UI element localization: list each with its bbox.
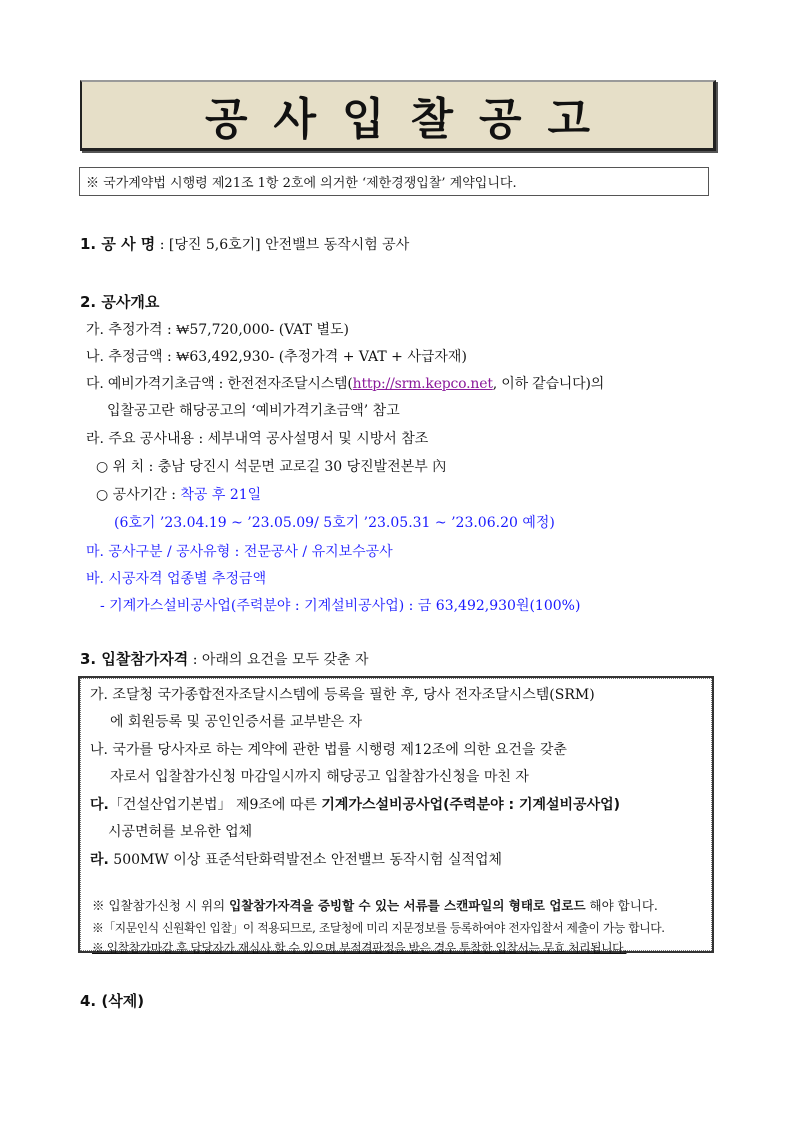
note-fingerprint: ※「지문인식 신원확인 입찰」이 적용되므로, 조달청에 미리 지문정보를 등록하여야 전자입찰서 제출이 가능 합니다.: [92, 921, 665, 935]
section-3-subtitle: : 아래의 요건을 모두 갖춘 자: [188, 652, 369, 668]
notice-text: ※ 국가계약법 시행령 제21조 1항 2호에 의거한 ‘제한경쟁입찰’ 계약입니다.: [86, 176, 517, 191]
note-1-prefix: ※ 입찰참가신청 시 위의: [92, 898, 230, 913]
page-title: 공사입찰공고: [204, 94, 617, 145]
section-1-value: [당진 5,6호기] 안전밸브 동작시험 공사: [168, 237, 410, 253]
requirement-ga-line1: 가. 조달청 국가종합전자조달시스템에 등록을 필한 후, 당사 전자조달시스템(SRM): [90, 687, 595, 703]
section-2-heading: 2. 공사개요: [80, 293, 160, 311]
note-1-bold: 입찰참가자격을 증빙할 수 있는 서류를 스캔파일의 형태로 업로드: [229, 898, 586, 913]
main-work-content: 라. 주요 공사내용 : 세부내역 공사설명서 및 시방서 참조: [86, 431, 429, 447]
requirement-ra: [90, 849, 502, 869]
work-period: [96, 484, 261, 504]
section-1-heading: 1. 공 사 명: [80, 235, 156, 253]
work-classification: 마. 공사구분 / 공사유형 : 전문공사 / 유지보수공사: [86, 544, 393, 560]
requirement-ra-text: 500MW 이상 표준석탄화력발전소 안전밸브 동작시험 실적업체: [108, 852, 503, 868]
work-period-label: ○ 공사기간 :: [96, 487, 181, 503]
qualification-estimate-detail: - 기계가스설비공사업(주력분야 : 기계설비공사업) : 금 63,492,930원(100%): [100, 598, 581, 614]
requirement-na-line2: 자로서 입찰참가신청 마감일시까지 해당공고 입찰참가신청을 마친 자: [110, 769, 529, 785]
qualification-estimate-heading: 바. 시공자격 업종별 추정금액: [86, 571, 267, 587]
requirement-ra-label: 라.: [90, 852, 109, 868]
requirement-da-line2: 시공면허를 보유한 업체: [108, 824, 253, 840]
requirement-na-line1: 나. 국가를 당사자로 하는 계약에 관한 법률 시행령 제12조에 의한 요건을 갖춘: [90, 742, 567, 758]
section-3-heading: 3. 입찰참가자격: [80, 650, 189, 668]
note-upload-documents: [92, 896, 658, 914]
requirement-da-text: 「건설산업기본법」 제9조에 따른: [108, 797, 322, 813]
section-1-separator: :: [155, 237, 169, 253]
section-4-heading: 4. (삭제): [80, 992, 145, 1010]
reserve-price-reference: 입찰공고란 해당공고의 ‘예비가격기초금액’ 참고: [107, 403, 400, 419]
section-1-project-name: [80, 233, 409, 254]
note-1-suffix: 해야 합니다.: [585, 898, 658, 913]
contract-type-notice: [79, 167, 709, 196]
work-period-value: 착공 후 21일: [180, 487, 262, 503]
reserve-price-base: [86, 373, 604, 393]
requirement-da-bold: 기계가스설비공사업(주력분야 : 기계설비공사업): [321, 797, 621, 813]
estimated-amount: 나. 추정금액 : ₩63,492,930- (추정가격 + VAT + 사급자재): [86, 349, 467, 365]
requirement-ga-line2: 에 회원등록 및 공인인증서를 교부받은 자: [110, 714, 363, 730]
work-period-detail: (6호기 ’23.04.19 ~ ’23.05.09/ 5호기 ’23.05.31 ~ ’23.06.20 예정): [114, 515, 555, 531]
estimated-price: 가. 추정가격 : ₩57,720,000- (VAT 별도): [86, 322, 349, 338]
requirements-box: [78, 676, 714, 953]
requirement-da-line1: [90, 794, 620, 814]
reserve-price-suffix: , 이하 같습니다)의: [492, 376, 605, 392]
note-rereview: ※ 입찰참가마감 후 담당자가 재심사 할 수 있으며 부적격판정을 받은 경우 투찰한 입찰서는 무효 처리됩니다.: [92, 941, 627, 955]
requirement-da-label: 다.: [90, 797, 109, 813]
title-banner: [80, 80, 716, 151]
work-location: ○ 위 치 : 충남 당진시 석문면 교로길 30 당진발전본부 內: [96, 459, 447, 475]
reserve-price-prefix: 다. 예비가격기초금액 : 한전전자조달시스템(: [86, 376, 353, 392]
section-3-title: [80, 648, 369, 669]
srm-link[interactable]: http://srm.kepco.net: [352, 376, 493, 392]
